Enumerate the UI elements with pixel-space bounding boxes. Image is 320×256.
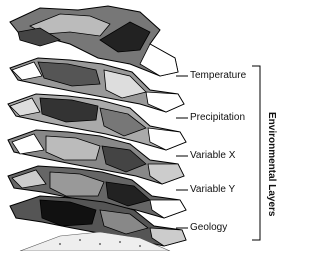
environmental-layers-title: Environmental Layers bbox=[266, 112, 277, 217]
layer-label-geology: Geology bbox=[190, 222, 228, 233]
layer-label-temperature: Temperature bbox=[190, 70, 247, 81]
layer-label-precipitation: Precipitation bbox=[190, 112, 246, 123]
layer-label-variable-y: Variable Y bbox=[190, 184, 236, 195]
layers-bracket bbox=[252, 66, 260, 240]
layer-label-variable-x: Variable X bbox=[190, 150, 236, 161]
